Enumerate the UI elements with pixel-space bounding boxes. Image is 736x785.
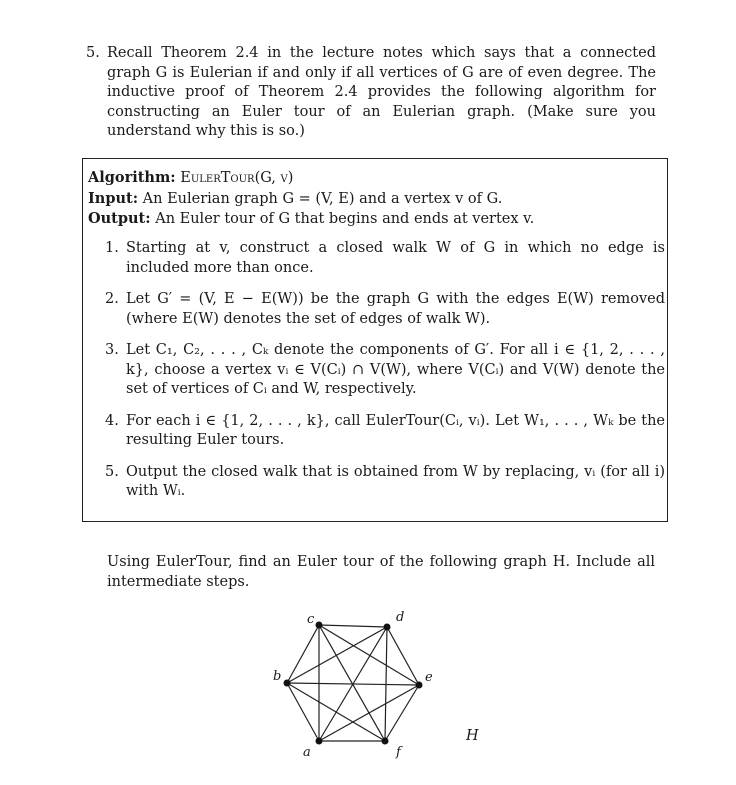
- input-text: An Eulerian graph G = (V, E) and a vertex v of G.: [142, 190, 503, 207]
- step-number: 2.: [105, 291, 119, 307]
- algorithm-label: Algorithm:: [88, 169, 176, 186]
- graph-edge-cd: [319, 625, 387, 627]
- graph-edge-ef: [385, 685, 419, 741]
- output-label: Output:: [88, 210, 151, 227]
- vertex-label-b: b: [273, 669, 282, 684]
- vertex-label-d: d: [396, 610, 405, 625]
- step-text: Let G′ = (V, E − E(W)) be the graph G with the edges E(W) removed (where E(W) denotes the set of edges of walk W).: [126, 291, 665, 327]
- vertex-label-a: a: [303, 745, 311, 760]
- vertex-label-e: e: [425, 670, 433, 685]
- graph-vertex-c: [316, 622, 323, 629]
- input-label: Input:: [88, 189, 139, 207]
- vertex-label-c: c: [307, 612, 315, 627]
- graph-vertex-d: [384, 624, 391, 631]
- graph-vertex-f: [382, 738, 389, 745]
- graph-edge-ce: [319, 625, 419, 685]
- step-number: 1.: [105, 240, 119, 256]
- step-text: Output the closed walk that is obtained from W by replacing, vᵢ (for all i) with Wᵢ.: [126, 463, 665, 499]
- step-text: Let C₁, C₂, . . . , Cₖ denote the components of G′. For all i ∈ {1, 2, . . . , k}, choose a vertex vᵢ ∈ V(Cᵢ) ∩ V(W), where V(Cᵢ) and V(W) denote the set of vertices of Cᵢ and W, respectively.: [126, 342, 665, 397]
- task-text: Using EulerTour, find an Euler tour of the following graph H. Include all intermediate steps.: [107, 554, 655, 590]
- graph-vertex-b: [284, 680, 291, 687]
- step-text: Starting at v, construct a closed walk W of G in which no edge is included more than once.: [126, 240, 665, 276]
- algorithm-name: EulerTour(G, v): [180, 170, 294, 186]
- step-number: 5.: [105, 463, 119, 480]
- step-text: For each i ∈ {1, 2, . . . , k}, call EulerTour(Cᵢ, vᵢ). Let W₁, . . . , Wₖ be the resulting Euler tours.: [126, 412, 665, 448]
- graph-edges: [287, 625, 419, 741]
- graph-edge-de: [387, 627, 419, 685]
- step-number: 3.: [105, 342, 119, 358]
- problem-text: Recall Theorem 2.4 in the lecture notes which says that a connected graph G is Eulerian if and only if all vertices of G are of even degree. The inductive proof of Theorem 2.4 provides the following algorithm for constructing an Euler tour of an Eulerian graph. (Make sure you understand why this is so.): [107, 45, 656, 139]
- graph-edge-ab: [287, 683, 319, 741]
- step-number: 4.: [105, 412, 119, 429]
- graph-name-label: H: [466, 728, 479, 744]
- graph-vertex-e: [416, 682, 423, 689]
- problem-number: 5.: [86, 45, 100, 61]
- vertex-label-f: f: [396, 745, 401, 760]
- graph-vertex-a: [316, 738, 323, 745]
- output-text: An Euler tour of G that begins and ends at vertex v.: [155, 211, 535, 227]
